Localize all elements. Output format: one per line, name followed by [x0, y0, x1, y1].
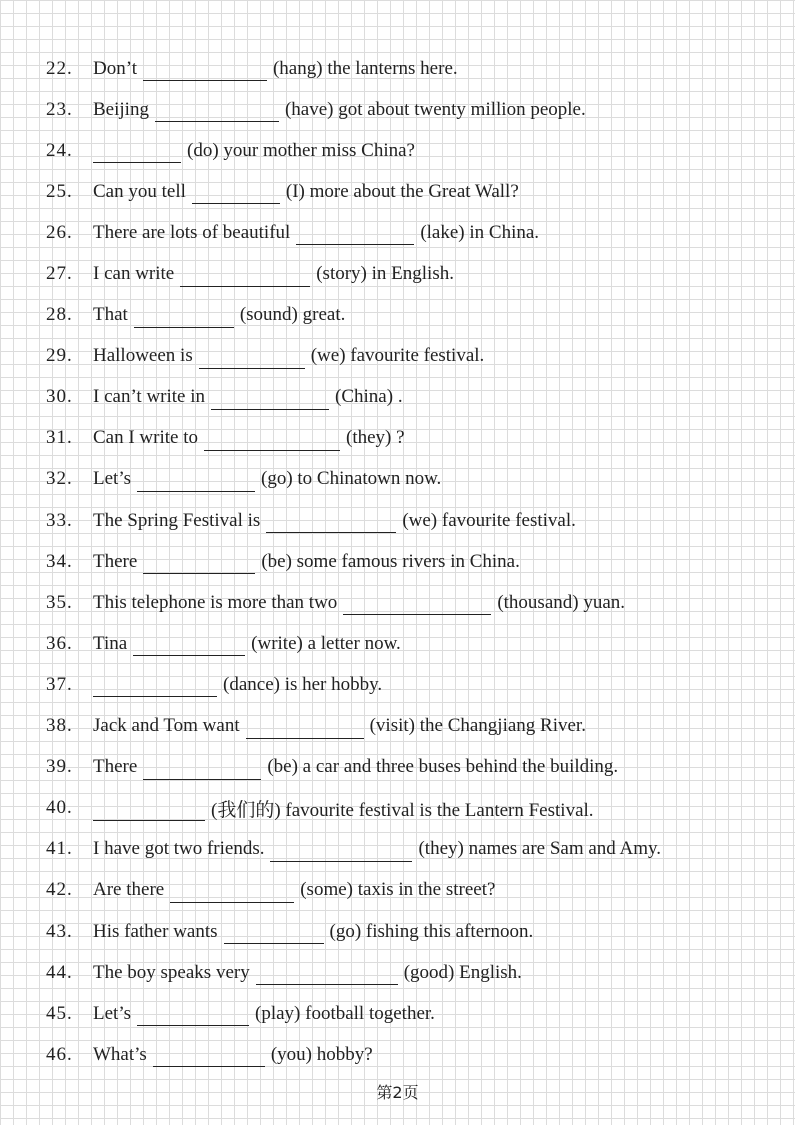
question-35 — [46, 582, 786, 623]
question-28 — [46, 295, 786, 336]
answer-blank[interactable] — [192, 185, 280, 204]
answer-blank[interactable] — [137, 473, 255, 492]
question-42 — [46, 870, 786, 911]
question-number: 24. — [46, 139, 73, 161]
question-number: 44. — [46, 961, 73, 983]
question-text: That — [93, 304, 128, 326]
question-41 — [46, 829, 786, 870]
question-39 — [46, 747, 786, 788]
question-text: Let’s — [93, 1002, 131, 1024]
question-hint: (we) favourite festival. — [310, 345, 485, 367]
question-text: I can write — [93, 263, 175, 285]
question-23 — [46, 89, 786, 130]
question-26 — [46, 212, 786, 253]
question-text: This telephone is more than two — [93, 591, 338, 613]
question-45 — [46, 993, 786, 1034]
question-number: 40. — [46, 797, 73, 819]
answer-blank[interactable] — [170, 884, 294, 903]
question-number: 30. — [46, 386, 73, 408]
question-hint: (I) more about the Great Wall? — [285, 180, 519, 202]
answer-blank[interactable] — [270, 843, 412, 862]
answer-blank[interactable] — [143, 62, 267, 81]
question-text: There — [93, 550, 138, 572]
question-text: Can you tell — [93, 180, 186, 202]
question-34 — [46, 541, 786, 582]
answer-blank[interactable] — [204, 432, 340, 451]
question-number: 31. — [46, 427, 73, 449]
question-25 — [46, 171, 786, 212]
answer-blank[interactable] — [199, 350, 305, 369]
answer-blank[interactable] — [224, 925, 324, 944]
question-29 — [46, 336, 786, 377]
question-hint: (good) English. — [403, 961, 522, 983]
question-hint: (have) got about twenty million people. — [284, 98, 586, 120]
exercise-list — [46, 48, 786, 1075]
question-hint: (China) . — [335, 386, 403, 408]
question-text: The boy speaks very — [93, 961, 250, 983]
question-hint: (hang) the lanterns here. — [272, 57, 458, 79]
question-hint: (they) names are Sam and Amy. — [418, 838, 662, 860]
question-hint: (be) a car and three buses behind the building. — [267, 756, 619, 778]
question-number: 41. — [46, 838, 73, 860]
question-text: His father wants — [93, 920, 218, 942]
question-text: Tina — [93, 632, 128, 654]
question-hint: (story) in English. — [316, 263, 454, 285]
question-hint: (我们的) favourite festival is the Lantern Festival. — [211, 799, 594, 821]
question-46 — [46, 1034, 786, 1075]
question-31 — [46, 418, 786, 459]
question-27 — [46, 253, 786, 294]
question-number: 33. — [46, 509, 73, 531]
question-text: The Spring Festival is — [93, 509, 261, 531]
question-38 — [46, 706, 786, 747]
question-40 — [46, 788, 786, 829]
question-number: 26. — [46, 221, 73, 243]
question-number: 43. — [46, 920, 73, 942]
question-number: 36. — [46, 632, 73, 654]
question-number: 45. — [46, 1002, 73, 1024]
question-hint: (they) ? — [346, 427, 405, 449]
answer-blank[interactable] — [343, 596, 491, 615]
question-37 — [46, 664, 786, 705]
answer-blank[interactable] — [134, 309, 234, 328]
question-number: 29. — [46, 345, 73, 367]
question-hint: (go) to Chinatown now. — [261, 468, 442, 490]
question-text: I can’t write in — [93, 386, 206, 408]
question-hint: (sound) great. — [239, 304, 346, 326]
question-hint: (play) football together. — [255, 1002, 435, 1024]
question-43 — [46, 911, 786, 952]
question-hint: (visit) the Changjiang River. — [369, 715, 586, 737]
question-24 — [46, 130, 786, 171]
question-text: Let’s — [93, 468, 131, 490]
answer-blank[interactable] — [133, 637, 245, 656]
question-text: Are there — [93, 879, 165, 901]
question-hint: (dance) is her hobby. — [223, 673, 383, 695]
question-22 — [46, 48, 786, 89]
question-number: 35. — [46, 591, 73, 613]
answer-blank[interactable] — [256, 966, 398, 985]
answer-blank[interactable] — [143, 555, 255, 574]
question-number: 28. — [46, 304, 73, 326]
answer-blank[interactable] — [266, 514, 396, 533]
question-number: 23. — [46, 98, 73, 120]
question-number: 38. — [46, 715, 73, 737]
question-text: Jack and Tom want — [93, 715, 240, 737]
answer-blank[interactable] — [296, 226, 414, 245]
question-text: Halloween is — [93, 345, 193, 367]
question-number: 27. — [46, 263, 73, 285]
question-number: 25. — [46, 180, 73, 202]
question-hint: (go) fishing this afternoon. — [329, 920, 534, 942]
question-number: 39. — [46, 756, 73, 778]
answer-blank[interactable] — [93, 802, 205, 821]
answer-blank[interactable] — [180, 268, 310, 287]
question-hint: (thousand) yuan. — [497, 591, 626, 613]
page-number: 第2页 — [376, 1083, 419, 1102]
question-30 — [46, 377, 786, 418]
question-text: Don’t — [93, 57, 137, 79]
question-32 — [46, 459, 786, 500]
question-text: What’s — [93, 1043, 147, 1065]
question-text: Beijing — [93, 98, 149, 120]
answer-blank[interactable] — [143, 761, 261, 780]
answer-blank[interactable] — [211, 391, 329, 410]
answer-blank[interactable] — [93, 678, 217, 697]
question-number: 37. — [46, 673, 73, 695]
question-text: I have got two friends. — [93, 838, 265, 860]
question-text: There — [93, 756, 138, 778]
question-hint: (some) taxis in the street? — [300, 879, 496, 901]
question-36 — [46, 623, 786, 664]
question-hint: (lake) in China. — [420, 221, 540, 243]
question-text: Can I write to — [93, 427, 199, 449]
question-number: 22. — [46, 57, 73, 79]
answer-blank[interactable] — [137, 1007, 249, 1026]
question-hint: (do) your mother miss China? — [187, 139, 415, 161]
question-number: 34. — [46, 550, 73, 572]
answer-blank[interactable] — [246, 720, 364, 739]
question-hint: (we) favourite festival. — [402, 509, 576, 531]
question-hint: (be) some famous rivers in China. — [261, 550, 520, 572]
answer-blank[interactable] — [153, 1048, 265, 1067]
answer-blank[interactable] — [93, 144, 181, 163]
answer-blank[interactable] — [155, 103, 279, 122]
question-33 — [46, 500, 786, 541]
question-hint: (write) a letter now. — [251, 632, 401, 654]
question-number: 42. — [46, 879, 73, 901]
question-number: 32. — [46, 468, 73, 490]
question-number: 46. — [46, 1043, 73, 1065]
question-44 — [46, 952, 786, 993]
question-text: There are lots of beautiful — [93, 221, 291, 243]
question-hint: (you) hobby? — [270, 1043, 373, 1065]
